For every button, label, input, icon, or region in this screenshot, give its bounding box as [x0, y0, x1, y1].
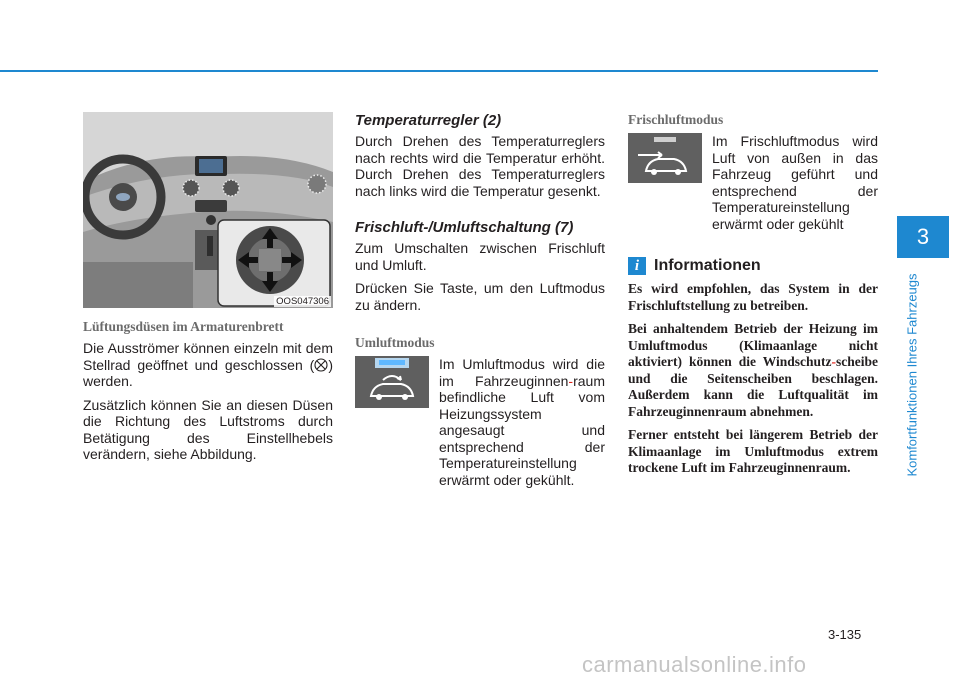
info-title: Informationen	[654, 257, 761, 274]
recirculation-graphic	[355, 356, 429, 408]
watermark: carmanualsonline.info	[582, 652, 807, 677]
info-para-2-end: scheibe und die Seitenscheiben beschlagen. Außerdem kann die Luftqualität im Fahrzeuginnenraum abnehmen.	[628, 354, 878, 419]
vents-para-1-start: Die Ausströmer können einzeln mit dem Stellrad geöffnet und geschlossen (	[83, 340, 333, 373]
info-para-1: Es wird empfohlen, das System in der Frischluftstellung zu betreiben.	[628, 281, 878, 313]
info-para-2-hyphen: -	[831, 354, 836, 369]
recirculation-heading: Umluftmodus	[355, 335, 435, 350]
recirculation-hyphen: -	[568, 372, 574, 389]
air-switch-text-2: Drücken Sie Taste, um den Luftmodus zu ändern.	[355, 280, 605, 313]
air-switch-heading: Frischluft-/Umluftschaltung (7)	[355, 219, 574, 236]
temperature-heading: Temperaturregler (2)	[355, 112, 502, 129]
vents-para-1-end: ) werden.	[83, 356, 333, 389]
column-controls	[355, 112, 605, 488]
recirculation-text	[439, 356, 605, 488]
recirculation-text-start: Im Umluftmodus wird die im Fahrzeuginnen	[439, 356, 605, 389]
info-para-3: Ferner entsteht bei längerem Betrieb der Klimaanlage im Umluftmodus extrem trockene Luft im Fahrzeuginnenraum.	[628, 427, 878, 475]
dashboard-illustration	[83, 112, 333, 308]
info-icon: i	[628, 257, 646, 275]
closed-symbol-icon	[314, 358, 328, 372]
info-heading	[628, 257, 878, 275]
column-fresh-air	[628, 112, 878, 477]
page-number: 3-135	[828, 627, 862, 642]
fresh-air-text: Im Frischluftmodus wird Luft von außen in das Fahrzeug geführt und entsprechend der Temperatureinstellung erwärmt oder gekühlt	[712, 133, 878, 232]
dashboard-photo	[83, 112, 333, 308]
recirculation-text-end: raum befindliche Luft vom Heizungssystem angesaugt und entsprechend der Temperatureinstellung erwärmt oder gekühlt.	[439, 372, 605, 488]
chapter-tab: 3	[897, 216, 949, 258]
top-rule	[0, 70, 878, 72]
vents-para-1	[83, 340, 333, 390]
temperature-text: Durch Drehen des Temperaturreglers nach rechts wird die Temperatur erhöht. Durch Drehen des Temperaturreglers nach links wird die Temperatur gesenkt.	[355, 133, 605, 199]
fresh-air-heading: Frischluftmodus	[628, 112, 724, 127]
fresh-air-graphic	[628, 133, 702, 183]
recirculation-mode-icon	[355, 356, 429, 408]
info-para-2-start: Bei anhaltendem Betrieb der Heizung im Umluftmodus (Klimaanlage nicht aktiviert) können die Windschutz	[628, 321, 878, 369]
air-switch-text-1: Zum Umschalten zwischen Frischluft und Umluft.	[355, 240, 605, 273]
column-vents	[83, 112, 333, 463]
vents-para-2: Zusätzlich können Sie an diesen Düsen die Richtung des Luftstroms durch Betätigung des Einstellhebels verändern, siehe Abbildung.	[83, 396, 333, 462]
recirculation-block	[355, 356, 605, 488]
chapter-side-title: Komfortfunktionen Ihres Fahrzeugs	[904, 273, 920, 477]
vents-heading: Lüftungsdüsen im Armaturenbrett	[83, 319, 284, 334]
photo-code: OOS047306	[276, 296, 329, 307]
fresh-air-mode-icon	[628, 133, 702, 183]
info-para-2	[628, 321, 878, 420]
fresh-air-block	[628, 133, 878, 232]
